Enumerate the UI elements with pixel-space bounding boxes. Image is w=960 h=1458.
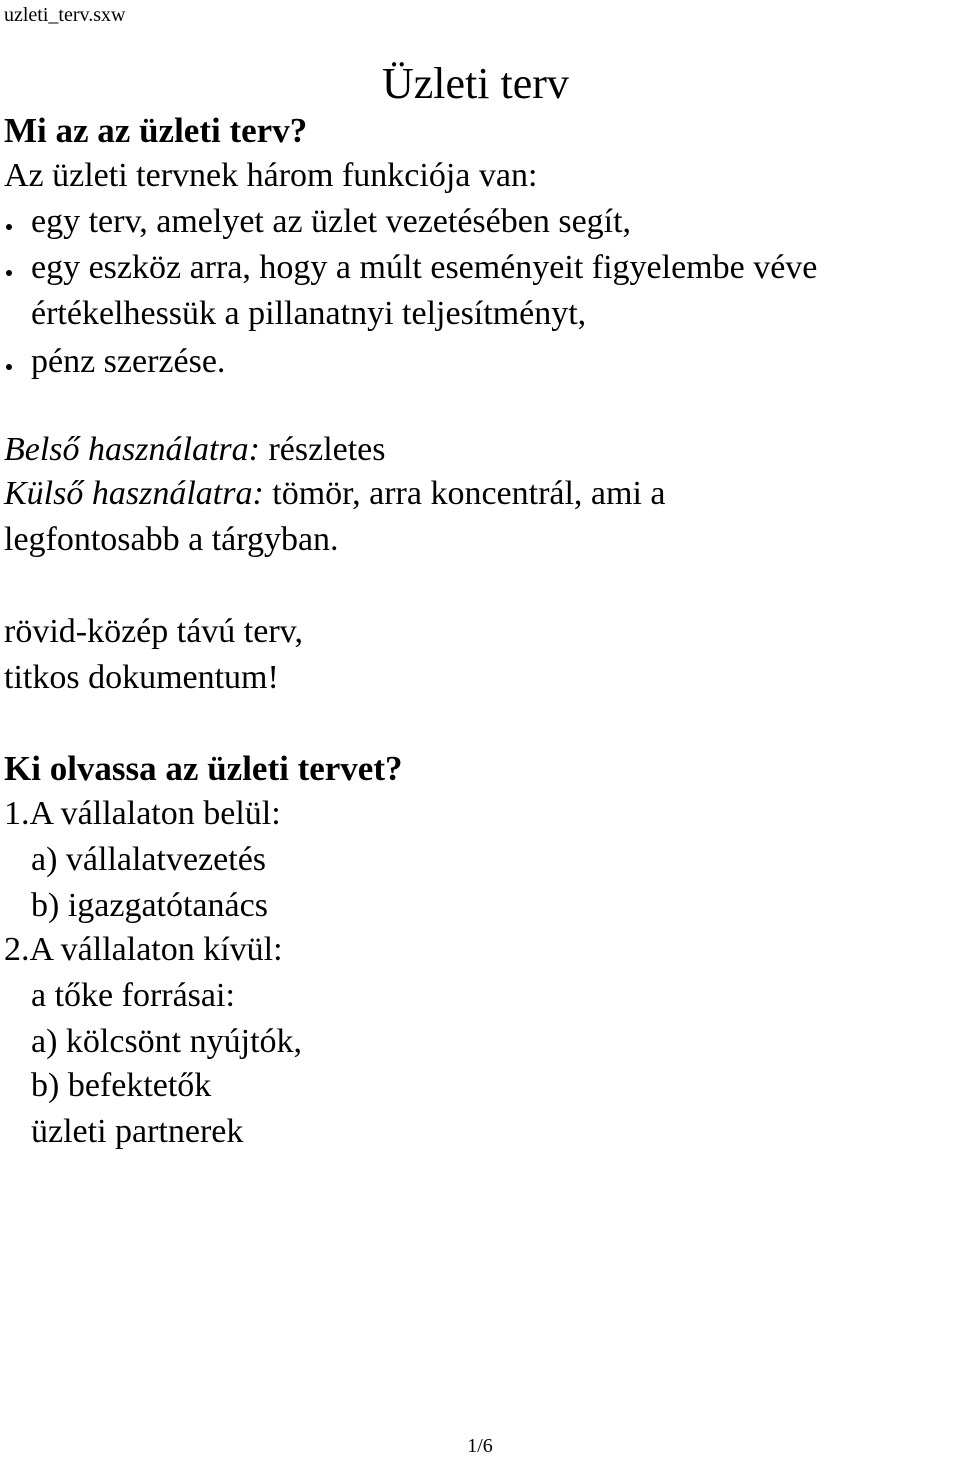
internal-use-line <box>4 428 386 472</box>
list-item-lenders: a) kölcsönt nyújtók, <box>31 1023 303 1060</box>
section-heading-who-reads: Ki olvassa az üzleti tervet? <box>4 749 403 788</box>
external-use-text: tömör, arra koncentrál, ami a <box>263 475 666 512</box>
bullet-icon <box>6 270 12 276</box>
document-filename: uzleti_terv.sxw <box>4 4 126 26</box>
note-short-mid-term: rövid-közép távú terv, <box>4 613 303 650</box>
bullet-item-money: pénz szerzése. <box>31 343 226 380</box>
intro-text: Az üzleti tervnek három funkciója van: <box>4 157 538 194</box>
external-use-label: Külső használatra: <box>4 475 264 512</box>
external-use-line <box>4 472 666 516</box>
note-secret-document: titkos dokumentum! <box>4 659 279 696</box>
external-use-text-continued: legfontosabb a tárgyban. <box>4 521 339 558</box>
bullet-item-tool: egy eszköz arra, hogy a múlt eseményeit figyelembe véve <box>31 249 818 286</box>
document-title: Üzleti terv <box>382 59 569 108</box>
list-item-investors: b) befektetők <box>31 1067 212 1104</box>
list-item-outside-company: 2.A vállalaton kívül: <box>4 931 283 968</box>
bullet-icon <box>6 364 12 370</box>
internal-use-label: Belső használatra: <box>4 431 260 468</box>
bullet-item-tool-continued: értékelhessük a pillanatnyi teljesítményt, <box>31 295 587 332</box>
bullet-item-plan: egy terv, amelyet az üzlet vezetésében segít, <box>31 203 632 240</box>
internal-use-text: részletes <box>259 431 386 468</box>
list-item-business-partners: üzleti partnerek <box>31 1113 244 1150</box>
section-heading-what-is: Mi az az üzleti terv? <box>4 111 308 150</box>
list-item-capital-sources: a tőke forrásai: <box>31 977 235 1014</box>
list-item-inside-company: 1.A vállalaton belül: <box>4 795 281 832</box>
list-item-management: a) vállalatvezetés <box>31 841 267 878</box>
list-item-board: b) igazgatótanács <box>31 887 268 924</box>
page-number: 1/6 <box>467 1435 493 1457</box>
bullet-icon <box>6 224 12 230</box>
